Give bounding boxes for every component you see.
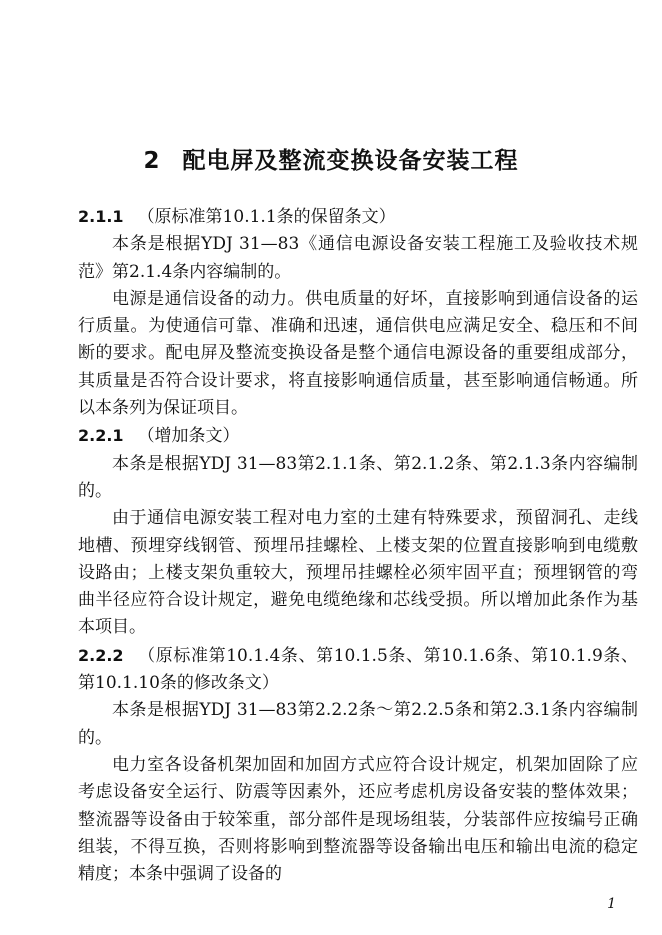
- body-text: [78, 203, 638, 888]
- section-heading-text: （原标准第10.1.1条的保留条文）: [137, 207, 396, 227]
- chapter-title-text: 配电屏及整流变换设备安装工程: [182, 148, 519, 174]
- paragraph: 电力室各设备机架加固和加固方式应符合设计规定，机架加固除了应考虑设备安全运行、防震等因素外，还应考虑机房设备安装的整体效果；整流器等设备由于较笨重，部分部件是现场组装，分装部件应按编号正确组装，不得互换，否则将影响到整流器等设备输出电压和输出电流的稳定精度；本条中强调了设备的: [78, 754, 638, 885]
- paragraph: 电源是通信设备的动力。供电质量的好坏，直接影响到通信设备的运行质量。为使通信可靠、准确和迅速，通信供电应满足安全、稳压和不间断的要求。配电屏及整流变换设备是整个通信电源设备的重要组成部分，其质量是否符合设计要求，将直接影响通信质量，甚至影响通信畅通。所以本条列为保证项目。: [78, 288, 638, 419]
- section-heading: [78, 642, 638, 698]
- section-number: 2.1.1: [78, 207, 124, 226]
- section-heading: [78, 203, 638, 231]
- paragraph: 本条是根据YDJ 31—83第2.1.1条、第2.1.2条、第2.1.3条内容编制的。: [78, 453, 638, 501]
- page-number: 1: [607, 896, 616, 912]
- chapter-number: 2: [143, 148, 161, 174]
- paragraph: 本条是根据YDJ 31—83《通信电源设备安装工程施工及验收技术规范》第2.1.4条内容编制的。: [78, 234, 638, 282]
- section-number: 2.2.2: [78, 645, 124, 665]
- chapter-title: [0, 142, 662, 175]
- paragraph: 由于通信电源安装工程对电力室的土建有特殊要求，预留洞孔、走线地槽、预埋穿线钢管、预埋吊挂螺栓、上楼支架的位置直接影响到电缆敷设路由；上楼支架负重较大，预埋吊挂螺栓必须牢固平直；预埋钢管的弯曲半径应符合设计规定，避免电缆绝缘和芯线受损。所以增加此条作为基本项目。: [78, 508, 638, 638]
- section-heading: [78, 422, 638, 450]
- section-heading-text: （原标准第10.1.4条、第10.1.5条、第10.1.6条、第10.1.9条、第10.1.10条的修改条文）: [78, 645, 638, 694]
- section-heading-text: （增加条文）: [137, 426, 240, 447]
- section-number: 2.2.1: [78, 426, 124, 446]
- paragraph: 本条是根据YDJ 31—83第2.2.2条～第2.2.5条和第2.3.1条内容编制的。: [78, 700, 638, 748]
